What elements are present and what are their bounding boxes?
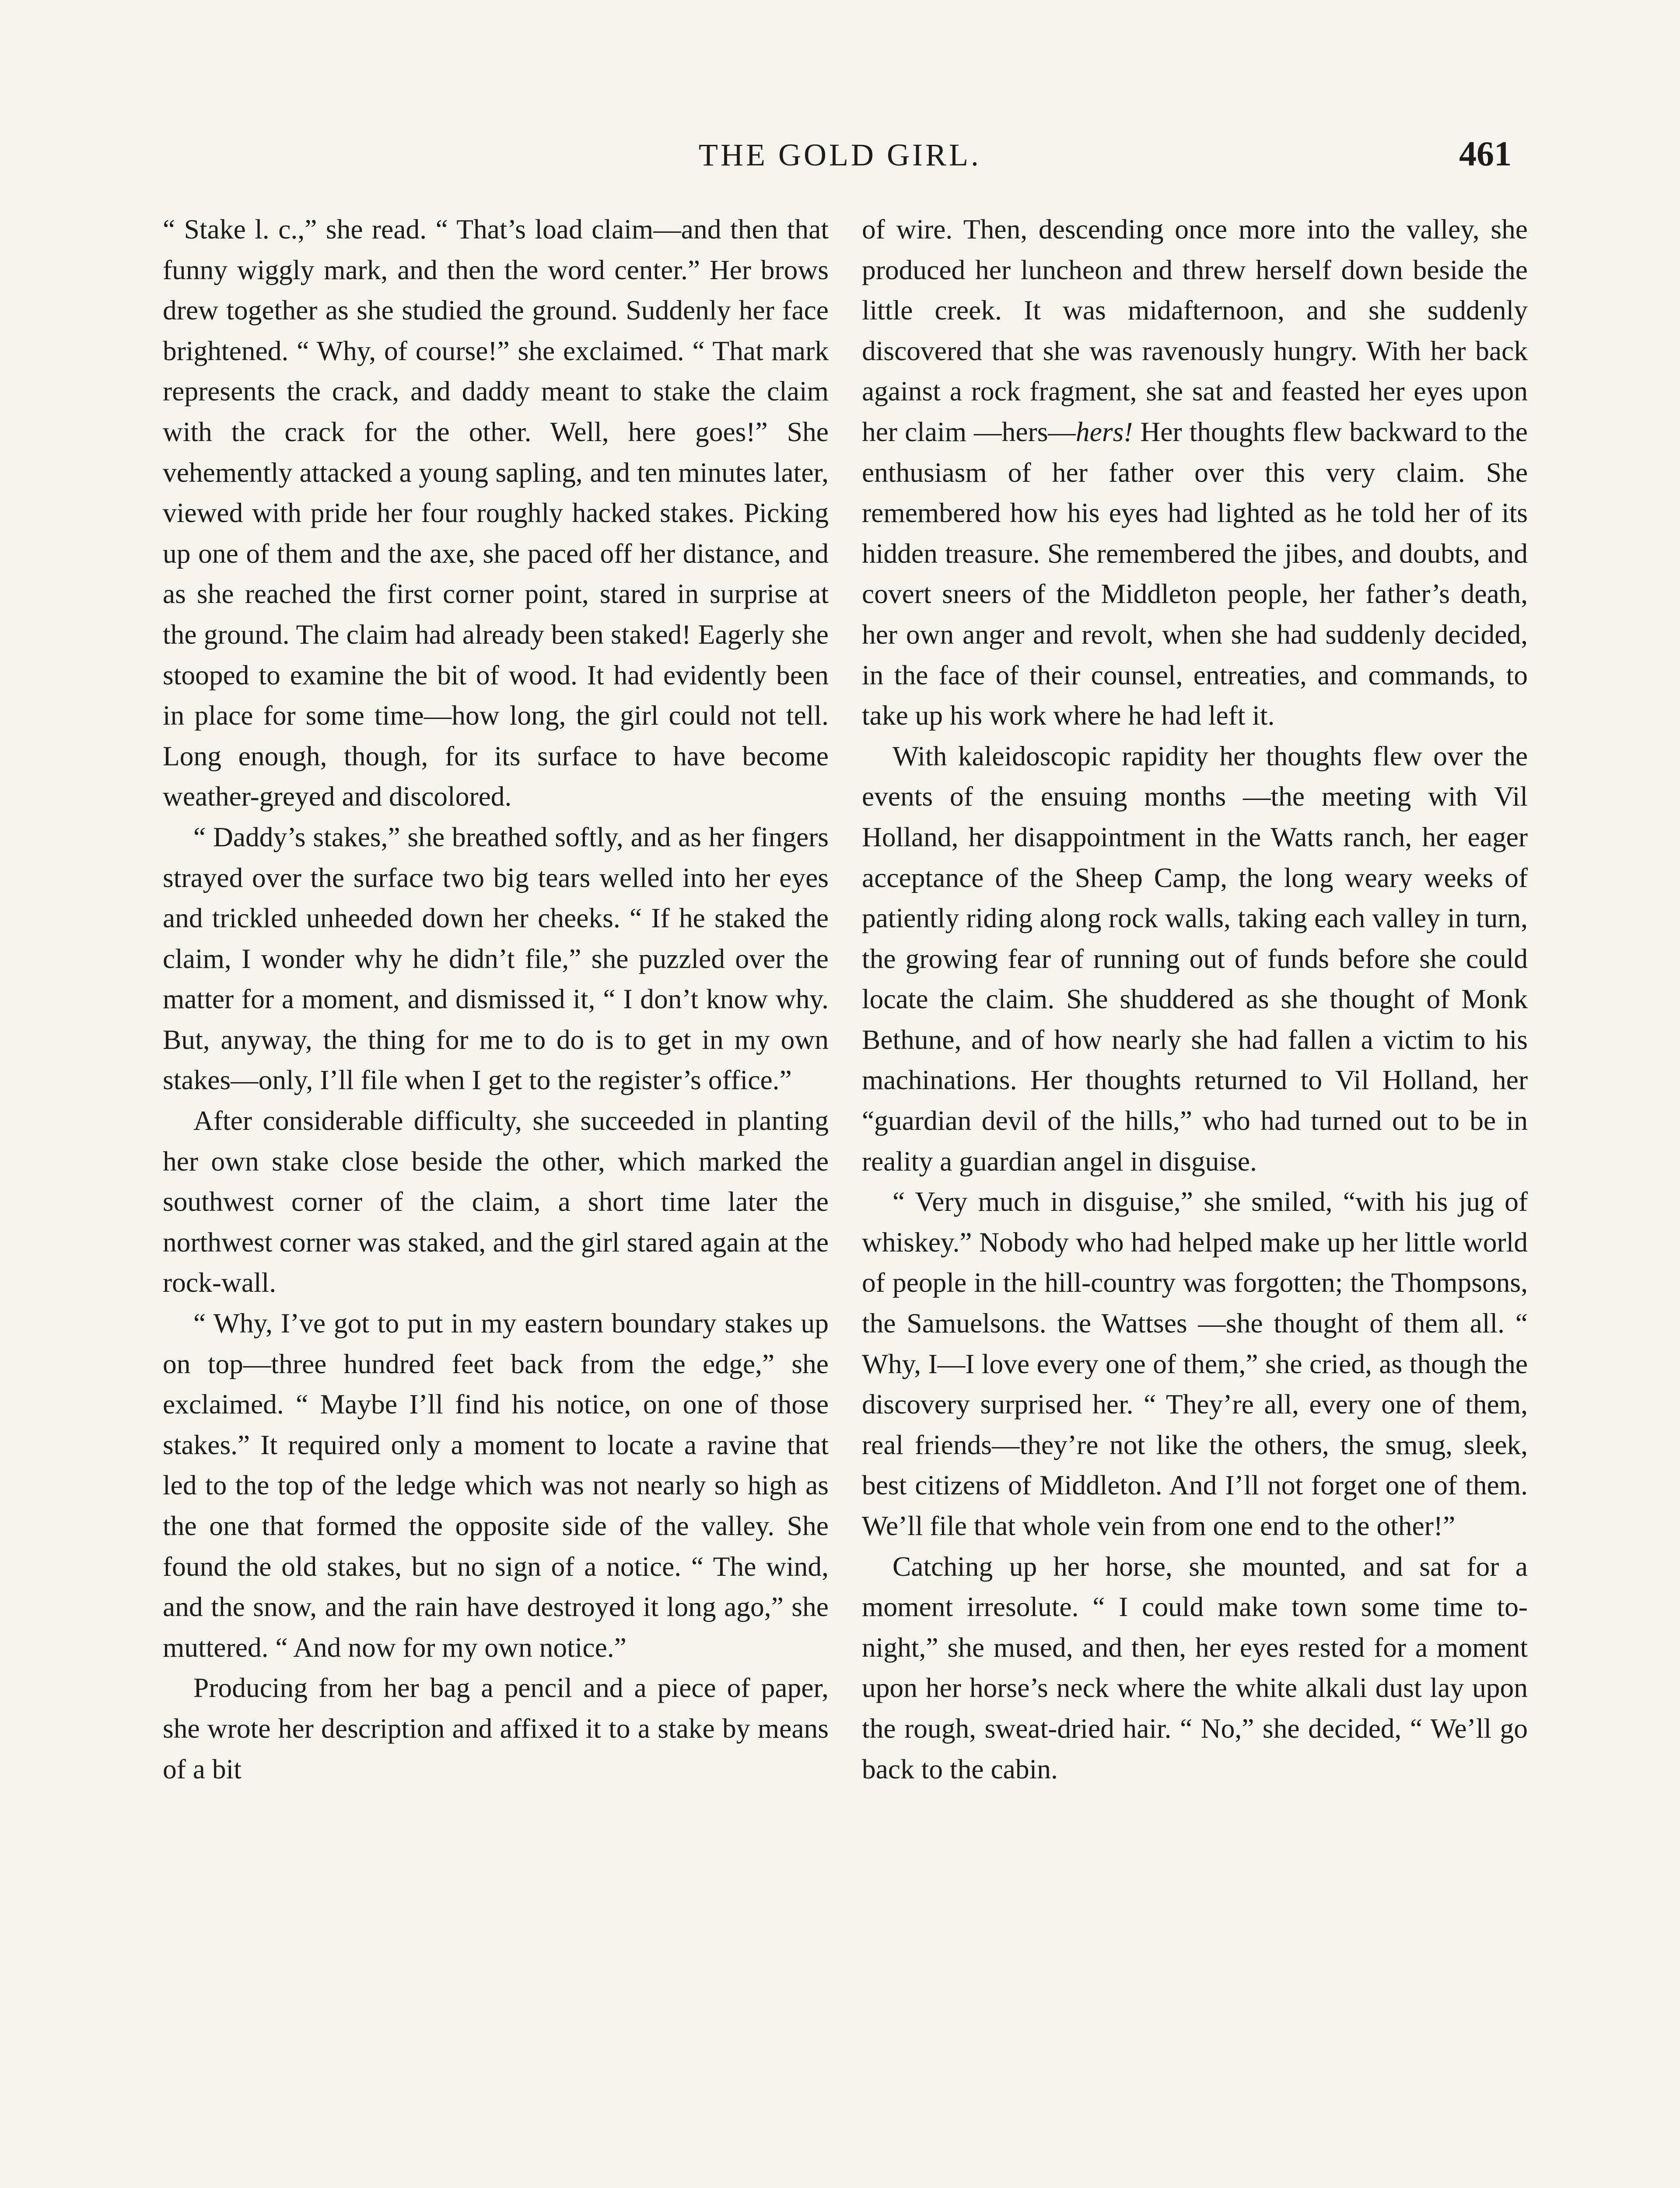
paragraph: “ Why, I’ve got to put in my eastern boundary stakes up on top—three hundred feet back from the edge,” she exclaimed. “ Maybe I’ll find his notice, on one of those stakes.” It required only a moment to locate a ravine that led to the top of the ledge which was not nearly so high as the one that formed the opposite side of the valley. She found the old stakes, but no sign of a notice. “ The wind, and the snow, and the rain have destroyed it long ago,” she muttered. “ And now for my own notice.” xyxy=(163,1308,829,1663)
paragraph: Producing from her bag a pencil and a piece of paper, she wrote her description and affixed it to a stake by means of a bit xyxy=(163,1672,829,1785)
continued-text-end: Her thoughts flew backward to the enthusiasm of her father over this very claim. She remembered how his eyes had lighted as he told her of its hidden treasure. She remembered the jibes, and doubts, and covert sneers of the Middleton people, her father’s death, her own anger and revolt, when she had suddenly decided, in the face of their counsel, entreaties, and commands, to take up his work where he had left it. xyxy=(862,416,1528,731)
paragraph: Catching up her horse, she mounted, and sat for a moment irresolute. “ I could make town some time to-night,” she mused, and then, her eyes rested for a moment upon her horse’s neck where the white alkali dust lay upon the rough, sweat-dried hair. “ No,” she decided, “ We’ll go back to the cabin. xyxy=(862,1550,1528,1785)
running-title: THE GOLD GIRL. xyxy=(699,137,981,172)
emphasis-text: hers! xyxy=(1075,416,1133,447)
paragraph: “ Very much in disguise,” she smiled, “with his jug of whiskey.” Nobody who had helped make up her little world of people in the hill-country was forgotten; the Thompsons, the Samuelsons. the Wattses —she thought of them all. “ Why, I—I love every one of them,” she cried, as though the discovery surprised her. “ They’re all, every one of them, real friends—they’re not like the others, the smug, sleek, best citizens of Middleton. And I’ll not forget one of them. We’ll file that whole vein from one end to the other!” xyxy=(862,1186,1528,1541)
continued-paragraph xyxy=(862,209,1528,736)
paragraph: “ Daddy’s stakes,” she breathed softly, and as her fingers strayed over the surface two big tears welled into her eyes and trickled unheeded down her cheeks. “ If he staked the claim, I wonder why he didn’t file,” she puzzled over the matter for a moment, and dismissed it, “ I don’t know why. But, anyway, the thing for me to do is to get in my own stakes—only, I’ll file when I get to the register’s office.” xyxy=(163,821,829,1096)
continued-text-start: of wire. Then, descending once more into the valley, she produced her luncheon and threw herself down beside the little creek. It was midafternoon, and she suddenly discovered that she was ravenously hungry. With her back against a rock fragment, she sat and feasted her eyes upon her claim —hers— xyxy=(862,214,1528,447)
paragraph: After considerable difficulty, she succeeded in planting her own stake close beside the other, which marked the southwest corner of the claim, a short time later the northwest corner was staked, and the girl stared again at the rock-wall. xyxy=(163,1105,829,1298)
paragraph: With kaleidoscopic rapidity her thoughts flew over the events of the ensuing months —the meeting with Vil Holland, her disappointment in the Watts ranch, her eager acceptance of the Sheep Camp, the long weary weeks of patiently riding along rock walls, taking each valley in turn, the growing fear of running out of funds before she could locate the claim. She shuddered as she thought of Monk Bethune, and of how nearly she had fallen a victim to his machinations. Her thoughts returned to Vil Holland, her “guardian devil of the hills,” who had turned out to be in reality a guardian angel in disguise. xyxy=(862,740,1528,1177)
page-number: 461 xyxy=(1459,135,1512,173)
left-column xyxy=(163,209,829,1789)
right-column xyxy=(862,209,1528,1789)
paragraph: “ Stake l. c.,” she read. “ That’s load claim—and then that funny wiggly mark, and then the word center.” Her brows drew together as she studied the ground. Suddenly her face brightened. “ Why, of course!” she exclaimed. “ That mark represents the crack, and daddy meant to stake the claim with the crack for the other. Well, here goes!” She vehemently attacked a young sapling, and ten minutes later, viewed with pride her four roughly hacked stakes. Picking up one of them and the axe, she paced off her distance, and as she reached the first corner point, stared in surprise at the ground. The claim had already been staked! Eagerly she stooped to examine the bit of wood. It had evidently been in place for some time—how long, the girl could not tell. Long enough, though, for its surface to have become weather-greyed and discolored. xyxy=(163,214,829,812)
